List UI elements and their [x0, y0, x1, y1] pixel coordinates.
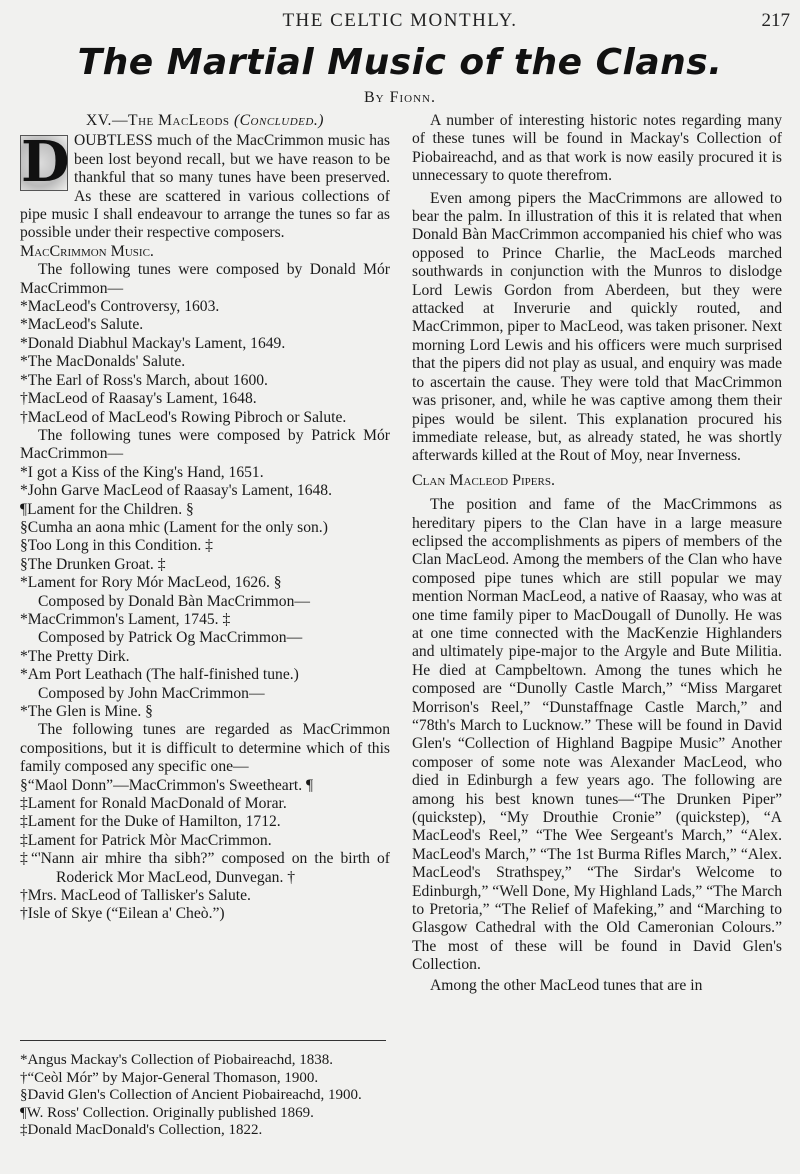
paragraph: Among the other MacLeod tunes that are in: [430, 976, 703, 994]
group-intro: Composed by John MacCrimmon—: [38, 684, 265, 702]
tune-item: *Donald Diabhul Mackay's Lament, 1649.: [20, 334, 286, 352]
tune-item: †MacLeod of Raasay's Lament, 1648.: [20, 390, 257, 408]
section-heading-note: (Concluded.): [233, 112, 324, 129]
tune-item: *Am Port Leathach (The half-finished tune.): [20, 666, 299, 684]
paragraph: Even among pipers the MacCrimmons are allowed to bear the palm. In illustration of this it is related that when Donald Bàn MacCrimmon accompanied his chief who was opposed to Prince Charlie, the MacLeods marched southwards in conjunction with the Munros to dislodge Lord Lewis Gordon from Aberdeen, but they were attacked at Inverurie and quickly routed, and MacCrimmon, piper to MacLeod, was taken prisoner. Next morning Lord Lewis and his officers were much surprised that the pipers did not play as usual, and enquiry was made to ascertain the cause. They were told that MacCrimmon was prisoner, and, while he was captive among them their pipes would be silent. This explanation procured his immediate release, but, as already stated, he was shortly afterwards killed at the Rout of Moy, near Inverness.: [412, 189, 782, 465]
right-column: [412, 112, 782, 995]
footnote: †“Ceòl Mór” by Major-General Thomason, 1900.: [20, 1069, 319, 1086]
group-intro: The following tunes are regarded as MacCrimmon compositions, but it is difficult to determine which of this family composed any specific one—: [20, 721, 390, 776]
subheading-clan-macleod-pipers: Clan Macleod Pipers.: [412, 471, 555, 489]
tune-item: *MacCrimmon's Lament, 1745. ‡: [20, 610, 231, 628]
tune-item: *MacLeod's Controversy, 1603.: [20, 298, 220, 316]
footnote: ¶W. Ross' Collection. Originally published 1869.: [20, 1104, 314, 1121]
tune-item: §“Maol Donn”—MacCrimmon's Sweetheart. ¶: [20, 776, 314, 794]
section-heading: [20, 112, 390, 130]
group-intro: The following tunes were composed by Patrick Mór MacCrimmon—: [20, 426, 390, 463]
tune-item: ‡Lament for the Duke of Hamilton, 1712.: [20, 813, 281, 831]
left-column: [20, 112, 390, 924]
group-intro: Composed by Donald Bàn MacCrimmon—: [38, 592, 310, 610]
tune-item: *The Pretty Dirk.: [20, 647, 130, 665]
intro-text: OUBTLESS much of the MacCrimmon music has been lost beyond recall, but we have reason to be thankful that so many tunes have been preserved. As these are scattered in various collections of pipe music I shall endeavour to arrange the tunes so far as possible under their respective composers.: [20, 132, 390, 242]
running-header: [0, 6, 800, 34]
tune-item: §Too Long in this Condition. ‡: [20, 537, 213, 555]
subheading-maccrimmon-music: MacCrimmon Music.: [20, 242, 154, 260]
tune-item: §Cumha an aona mhic (Lament for the only son.): [20, 518, 328, 536]
tune-item: *I got a Kiss of the King's Hand, 1651.: [20, 463, 264, 481]
footnote: ‡Donald MacDonald's Collection, 1822.: [20, 1122, 263, 1139]
group-intro: The following tunes were composed by Donald Mór MacCrimmon—: [20, 261, 390, 297]
tune-item: ‡Lament for Patrick Mòr MacCrimmon.: [20, 831, 272, 849]
article-title: The Martial Music of the Clans.: [77, 42, 723, 83]
tune-item: *Lament for Rory Mór MacLeod, 1626. §: [20, 574, 282, 592]
tune-item: *The Earl of Ross's March, about 1600.: [20, 371, 268, 389]
byline: By Fionn.: [363, 89, 436, 106]
footnote: *Angus Mackay's Collection of Piobaireachd, 1838.: [20, 1052, 334, 1068]
section-heading-text: XV.—The MacLeods: [86, 112, 230, 129]
running-title: THE CELTIC MONTHLY.: [282, 10, 518, 31]
tune-item: †MacLeod of MacLeod's Rowing Pibroch or Salute.: [20, 408, 347, 426]
footnote-divider: [20, 1040, 386, 1041]
tune-item: ‡“'Nann air mhire tha sibh?” composed on the birth of Roderick Mor MacLeod, Dunvegan. †: [20, 850, 390, 886]
tune-item: ¶Lament for the Children. §: [20, 500, 194, 518]
tune-item: ‡Lament for Ronald MacDonald of Morar.: [20, 795, 287, 813]
paragraph: The position and fame of the MacCrimmons as hereditary pipers to the Clan have in a large measure eclipsed the accomplishments as pipers of members of the Clan MacLeod. Among the members of the Clan who have composed pipe tunes which are still popular we may mention Norman MacLeod, a native of Raasay, who was at one time family piper to MacDougall of Dunolly. He was at one time connected with the MacKenzie Highlanders and ultimately pipe-major to the Argyle and Bute Militia. He died at Campbeltown. Among the tunes which he composed are “Dunolly Castle March,” “Miss Margaret Morrison's Reel,” “Dunstaffnage Castle March,” and “78th's March to Lucknow.” These will be found in David Glen's “Collection of Highland Bagpipe Music” Another composer of some note was Alexander MacLeod, who died in Edinburgh a few years ago. The following are among his best known tunes—“The Drunken Piper” (quickstep), “My Drouthie Cronie” (quickstep), “A MacLeod's Reel,” “The Wee Sergeant's March,” “Alex. MacLeod's March,” “The 1st Burma Rifles March,” “Alex. MacLeod's Strathspey,” “The Sirdar's Welcome to Edinburgh,” “Well Done, My Highland Lads,” “The March to Pretoria,” “The Relief of Mafeking,” and “Marching to Glasgow Cathedral with the Old Cameronian Colours.” The most of these will be found in David Glen's Collection.: [412, 496, 783, 974]
intro-paragraph: [20, 129, 390, 242]
page-number: 217: [761, 10, 790, 31]
group-intro: Composed by Patrick Og MacCrimmon—: [38, 629, 303, 647]
tune-item: §The Drunken Groat. ‡: [20, 555, 166, 573]
footnotes: [20, 1052, 390, 1140]
tune-item: *John Garve MacLeod of Raasay's Lament, 1648.: [20, 482, 332, 500]
paragraph: A number of interesting historic notes regarding many of these tunes will be found in Mackay's Collection of Piobaireachd, and as that work is now easily procured it is unnecessary to quote therefrom.: [412, 112, 782, 185]
tune-item: †Mrs. MacLeod of Tallisker's Salute.: [20, 887, 251, 905]
tune-item: *MacLeod's Salute.: [20, 316, 144, 334]
footnote: §David Glen's Collection of Ancient Piobaireachd, 1900.: [20, 1087, 362, 1104]
ornamental-dropcap-icon: D: [21, 129, 70, 196]
tune-item: *The MacDonalds' Salute.: [20, 353, 186, 371]
tune-item: †Isle of Skye (“Eilean a' Cheò.”): [20, 905, 225, 923]
tune-item: *The Glen is Mine. §: [20, 703, 153, 720]
